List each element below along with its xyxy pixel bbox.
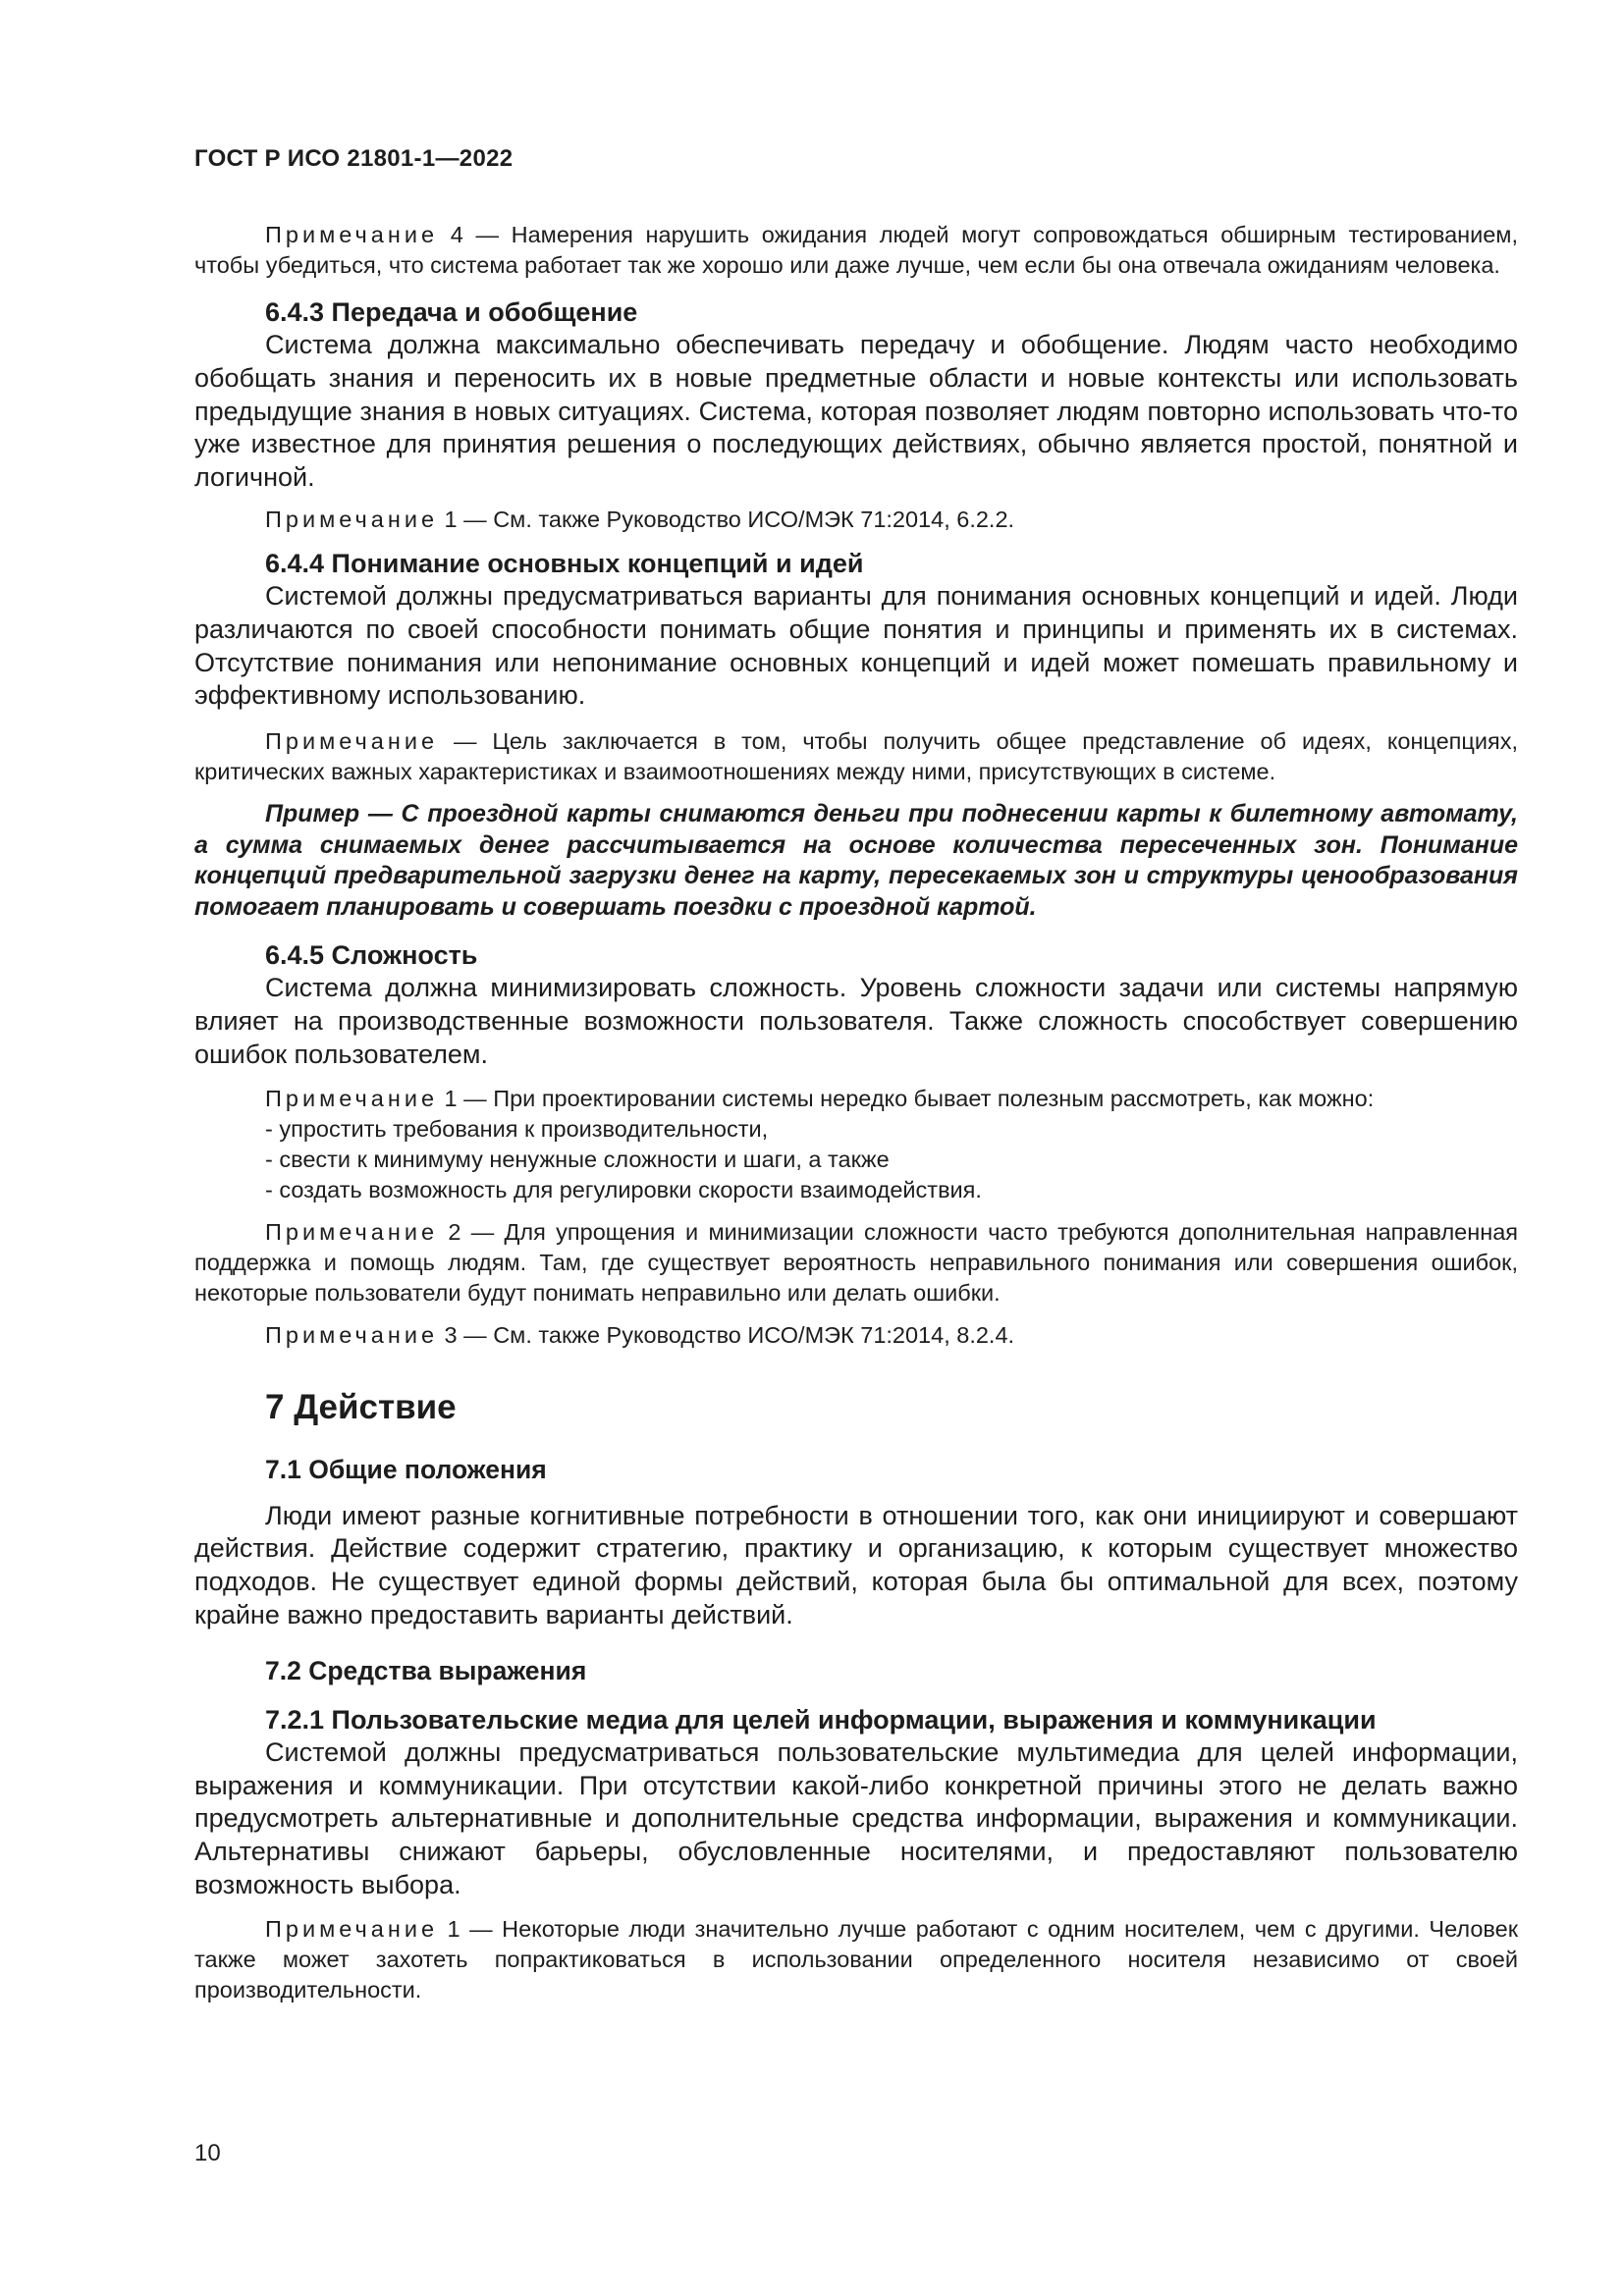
note-text: — Для упрощения и минимизации сложности часто требуются дополнительная направленная поддержка и помощь людям. Там, где существует вероятность неправильного понимания или совершения ошибок, некоторые пользователи будут понимать неправильно или делать ошибки.: [194, 1218, 1518, 1306]
note-4: [194, 220, 1518, 281]
section-6-4-5-title: 6.4.5 Сложность: [265, 940, 478, 971]
section-6-4-5-note-2: [194, 1217, 1518, 1308]
section-7-2-1-title: 7.2.1 Пользовательские медиа для целей информации, выражения и коммуникации: [265, 1704, 1377, 1735]
section-6-4-4-title: 6.4.4 Понимание основных концепций и идей: [265, 548, 864, 578]
note-text: — См. также Руководство ИСО/МЭК 71:2014, 8.2.4.: [457, 1321, 1015, 1348]
section-7-2-1-text: Системой должны предусматриваться пользовательские мультимедиа для целей информации, выражения и коммуникации. При отсутствии какой-либо конкретной причины этого не делать важно предусмотреть альтернативные и дополнительные средства информации, выражения и коммуникации. Альтернативы снижают барьеры, обусловленные носителями, и предоставляют пользователю возможность выбора.: [194, 1736, 1518, 1899]
note-label: Примечание: [265, 506, 439, 532]
list-item: - свести к минимуму ненужные сложности и шаги, а также: [265, 1146, 890, 1172]
note-label: Примечание: [265, 222, 439, 247]
note-number: 3: [438, 1321, 458, 1348]
note-label: Примечание: [265, 728, 439, 755]
note-number: 1: [438, 1085, 458, 1111]
section-7-1-text: Люди имеют разные когнитивные потребности в отношении того, как они инициируют и совершают действия. Действие содержит стратегию, практику и организацию, к которым существует множество подходов. Не существует единой формы действий, которая была бы оптимальной для всех, поэтому крайне важно предоставить варианты действий.: [194, 1500, 1518, 1629]
page-header-standard: ГОСТ Р ИСО 21801-1—2022: [194, 145, 514, 172]
section-6-4-5-text: Система должна минимизировать сложность. Уровень сложности задачи или системы напрямую влияет на производственные возможности пользователя. Также сложность способствует совершению ошибок пользователем.: [194, 973, 1518, 1069]
note-number: 2: [438, 1218, 461, 1245]
note-text: — Некоторые люди значительно лучше работают с одним носителем, чем с другими. Человек также может захотеть попрактиковаться в использовании определенного носителя независимо от своей производительности.: [194, 1915, 1518, 2002]
section-7-2-1-note: [194, 1914, 1518, 2005]
note-label: Примечание: [265, 1915, 439, 1942]
section-6-4-4-example: Пример — С проездной карты снимаются деньги при поднесении карты к билетному автомату, а сумма снимаемых денег рассчитывается на основе количества пересеченных зон. Понимание концепций предварительной загрузки денег на карту, пересекаемых зон и структуры ценообразования помогает планировать и совершать поездки с проездной картой.: [194, 800, 1518, 921]
section-6-4-3-title: 6.4.3 Передача и обобщение: [265, 297, 638, 327]
section-7-1-title: 7.1 Общие положения: [265, 1454, 547, 1484]
list-item: - создать возможность для регулировки скорости взаимодействия.: [265, 1176, 982, 1202]
page-number: 10: [194, 2140, 221, 2166]
note-number: 1: [438, 506, 458, 532]
note-number: 1: [438, 1915, 460, 1942]
section-6-4-3-text: Система должна максимально обеспечивать передачу и обобщение. Людям часто необходимо обобщать знания и переносить их в новые предметные области и новые контексты или использовать предыдущие знания в новых ситуациях. Система, которая позволяет людям повторно использовать что-то уже известное для принятия решения о последующих действиях, обычно является простой, понятной и логичной.: [194, 330, 1518, 493]
section-6-4-4-note: [194, 726, 1518, 787]
note-text: — Цель заключается в том, чтобы получить общее представление об идеях, концепциях, критических важных характеристиках и взаимоотношениях между ними, присутствующих в системе.: [194, 728, 1518, 785]
section-6-4-4-text: Системой должны предусматриваться варианты для понимания основных концепций и идей. Люди различаются по своей способности понимать общие понятия и принципы и применять их в системах. Отсутствие понимания или непонимание основных концепций и идей может помешать правильному и эффективному использованию.: [194, 580, 1518, 711]
section-7-title: 7 Действие: [265, 1387, 457, 1426]
note-label: Примечание: [265, 1218, 439, 1245]
list-item: - упростить требования к производительности,: [265, 1115, 769, 1142]
note-label: Примечание: [265, 1085, 439, 1111]
section-7-2-title: 7.2 Средства выражения: [265, 1655, 587, 1685]
note-text: — См. также Руководство ИСО/МЭК 71:2014, 6.2.2.: [457, 506, 1015, 532]
section-6-4-3-note: [194, 505, 1518, 535]
note-1-list: [194, 1114, 1518, 1205]
note-text: — Намерения нарушить ожидания людей могут сопровождаться обширным тестированием, чтобы убедиться, что система работает так же хорошо или даже лучше, чем если бы она отвечала ожиданиям человека.: [194, 222, 1518, 278]
note-text: — При проектировании системы нередко бывает полезным рассмотреть, как можно:: [457, 1085, 1375, 1111]
section-6-4-5-note-1: [194, 1084, 1518, 1114]
page-content: [194, 220, 1518, 2005]
section-6-4-5-note-3: [194, 1320, 1518, 1351]
note-label: Примечание: [265, 1321, 439, 1348]
note-number: 4: [438, 222, 463, 247]
